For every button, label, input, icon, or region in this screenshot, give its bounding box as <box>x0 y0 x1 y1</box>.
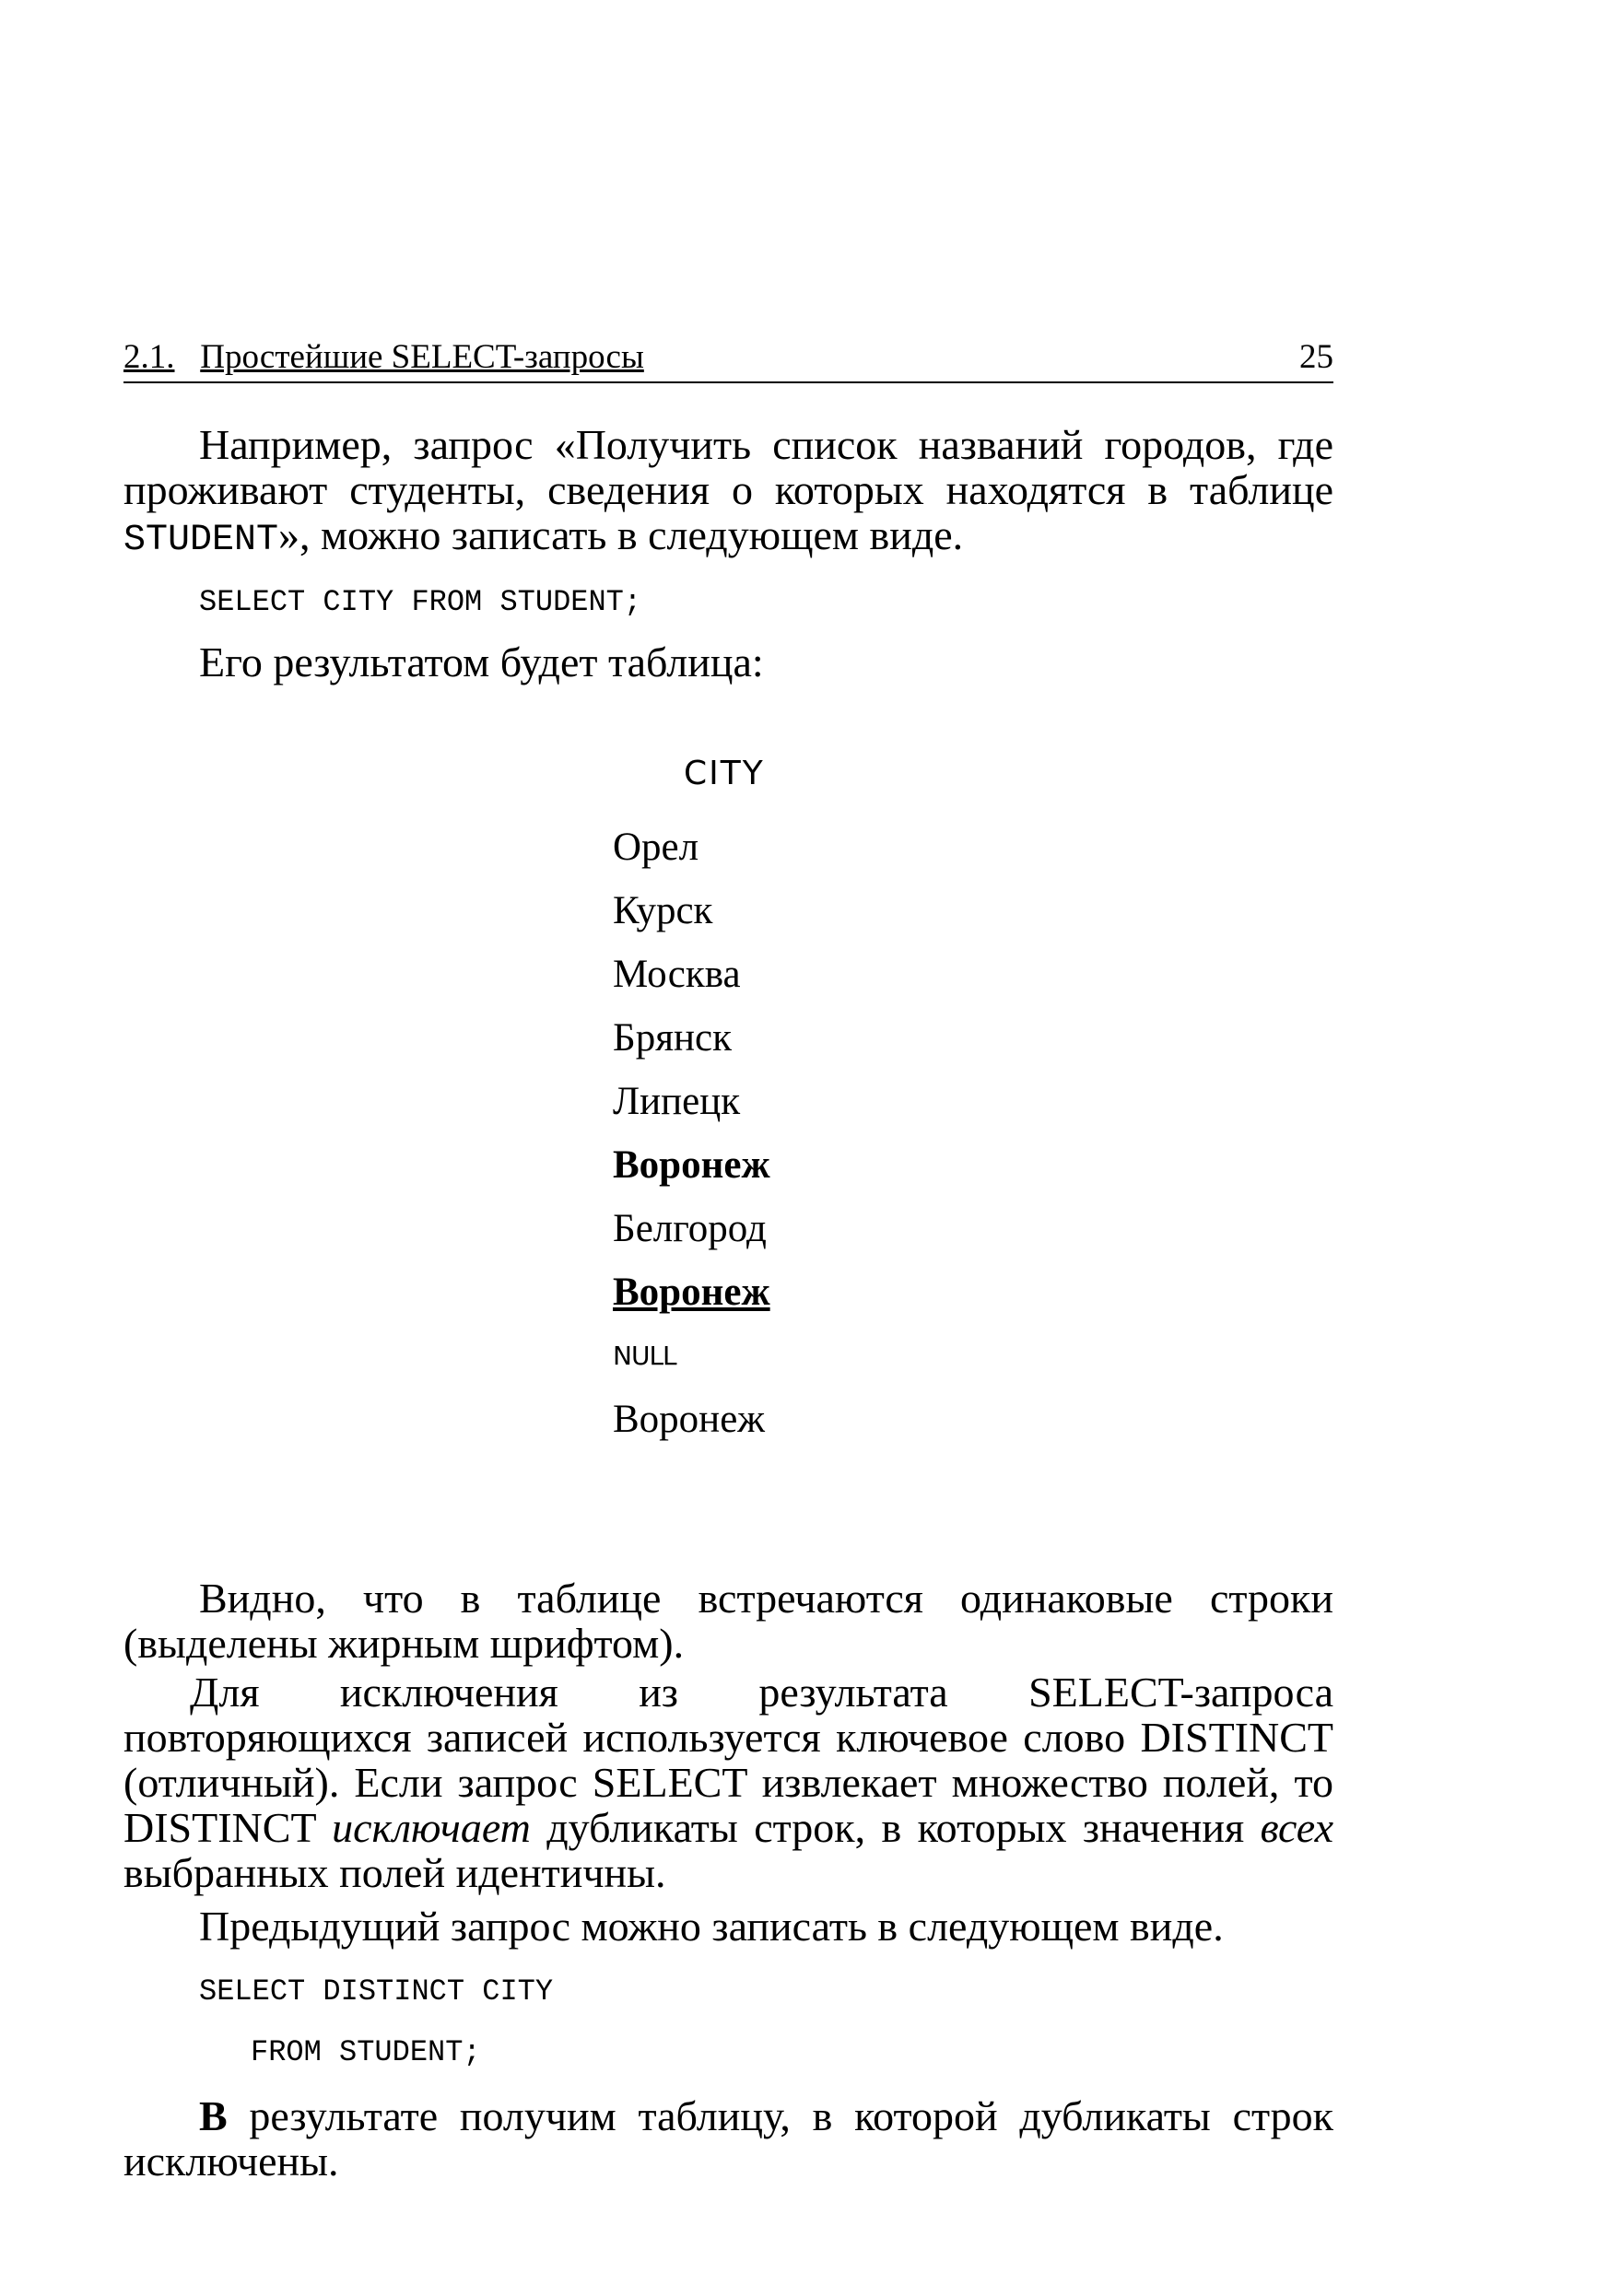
page-number: 25 <box>1299 338 1333 376</box>
sql-query-1: SELECT CITY FROM STUDENT; <box>199 585 642 619</box>
result-row: NULL <box>613 1341 676 1371</box>
section-title: Простейшие SELECT-запросы <box>200 338 644 376</box>
result-text: результате получим таблицу, в которой дубликаты строк исключены. <box>123 2092 1333 2185</box>
result-row: Липецк <box>613 1080 741 1123</box>
result-row: Москва <box>613 953 741 996</box>
running-header <box>123 334 1333 383</box>
result-row: Воронеж <box>613 1271 770 1314</box>
result-column-header: CITY <box>684 755 765 792</box>
section-number: 2.1. <box>123 338 175 376</box>
distinct-text-2: дубликаты строк, в которых значения <box>546 1804 1245 1851</box>
result-row: Курск <box>613 889 713 932</box>
distinct-paragraph <box>123 1669 1333 1895</box>
distinct-emphasis-all: всех <box>1260 1804 1334 1851</box>
intro-text: Например, запрос «Получить список названий городов, где проживают студенты, сведения о которых находятся в таблице <box>123 421 1333 513</box>
result-row: Белгород <box>613 1207 767 1250</box>
result-row: Брянск <box>613 1016 732 1060</box>
intro-paragraph <box>123 422 1333 563</box>
result-lead-word: В <box>199 2092 228 2139</box>
result-intro-text: Его результатом будет таблица: <box>199 638 764 685</box>
result-row: Орел <box>613 826 699 869</box>
duplicates-paragraph <box>123 1576 1333 1666</box>
distinct-text-3: выбранных полей идентичны. <box>123 1849 666 1896</box>
sql-query-2-line-1: SELECT DISTINCT CITY <box>199 1974 554 2009</box>
distinct-emphasis-excludes: исключает <box>332 1804 531 1851</box>
result-paragraph <box>123 2093 1333 2184</box>
distinct-text-1: Для исключения из результата SELECT-запроса повторяющихся записей используется ключевое слово DISTINCT (отличный). Если запрос SELECT извлекает множество полей, то DISTINCT <box>123 1669 1333 1851</box>
rewrite-paragraph <box>123 1904 1333 1949</box>
rewrite-text: Предыдущий запрос можно записать в следующем виде. <box>199 1903 1224 1950</box>
table-name: STUDENT <box>123 520 279 561</box>
result-rows <box>613 815 770 1451</box>
sql-query-2-line-2: FROM STUDENT; <box>251 2035 481 2069</box>
result-intro <box>123 639 1333 685</box>
result-row: Воронеж <box>613 1143 770 1187</box>
intro-text-end: », можно записать в следующем виде. <box>278 511 964 558</box>
duplicates-text: Видно, что в таблице встречаются одинаковые строки (выделены жирным шрифтом). <box>123 1575 1333 1667</box>
result-row: Воронеж <box>613 1398 765 1441</box>
